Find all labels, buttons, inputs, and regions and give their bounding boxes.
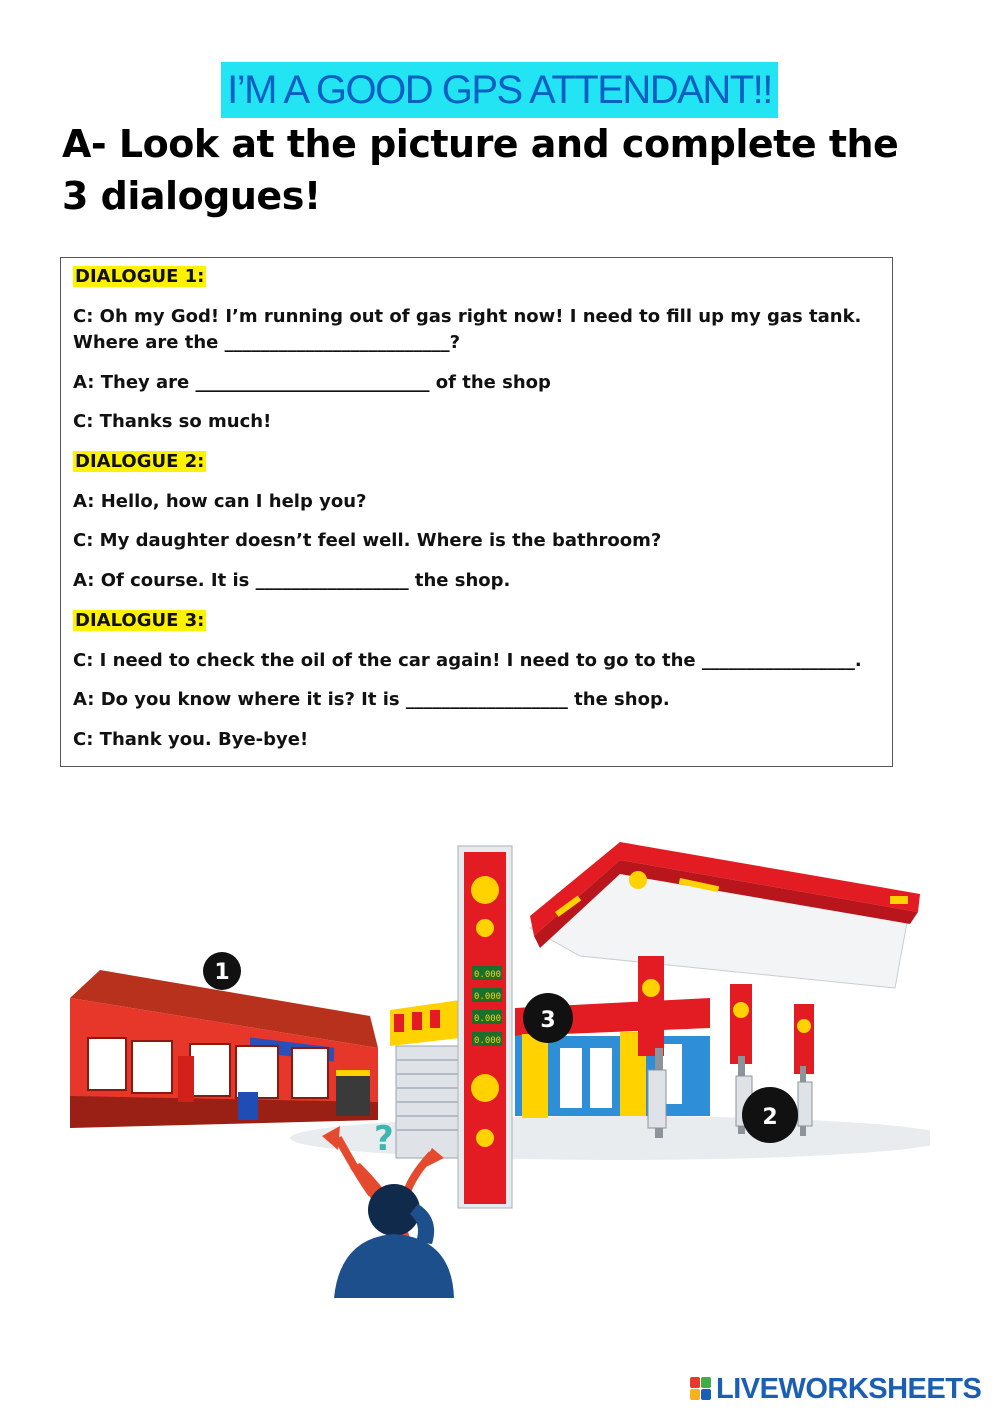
pump-display-1: 0.000 (474, 970, 502, 980)
dialogue-3-line-1: C: I need to check the oil of the car again! I need to go to the _________________. (73, 650, 862, 671)
price-pylon (458, 846, 512, 1208)
shell-logo-icon (629, 871, 647, 889)
marker-2 (742, 1087, 798, 1143)
marker-1 (203, 952, 241, 990)
liveworksheets-logo[interactable] (690, 1372, 990, 1406)
dialogue-2-line-1: A: Hello, how can I help you? (73, 491, 367, 512)
pump-display-3: 0.000 (474, 1014, 502, 1024)
question-mark: ? (374, 1119, 394, 1159)
dialogue-1-line-1: C: Oh my God! I’m running out of gas right now! I need to fill up my gas tank. Where are the _________________________? (73, 306, 862, 353)
canopy (530, 842, 920, 988)
title-wrapper (0, 62, 999, 118)
marker-3-label: 3 (540, 1008, 556, 1033)
dialogue-2-line-3: A: Of course. It is _________________ the shop. (73, 570, 511, 591)
pylon-logo-icon (471, 876, 499, 904)
dialogue-1-line-2: A: They are __________________________ of the shop (73, 372, 551, 393)
gas-station-illustration (60, 838, 930, 1308)
dialogue-3-line-2: A: Do you know where it is? It is __________________ the shop. (73, 689, 670, 710)
shop-building (70, 970, 378, 1128)
dialogue-2-heading: DIALOGUE 2: (75, 451, 205, 472)
dialogue-3-line-3: C: Thank you. Bye-bye! (73, 729, 309, 750)
garage-building (390, 1000, 460, 1158)
liveworksheets-logo-icon (690, 1377, 712, 1401)
liveworksheets-brand-text: LIVEWORKSHEETS (716, 1372, 982, 1405)
marker-3 (523, 993, 573, 1043)
dialogue-3-heading: DIALOGUE 3: (75, 610, 205, 631)
dialogue-box (60, 257, 893, 767)
pump-display-2: 0.000 (474, 992, 502, 1002)
dialogue-1-heading: DIALOGUE 1: (75, 266, 205, 287)
marker-2-label: 2 (762, 1105, 778, 1130)
instruction-heading: A- Look at the picture and complete the 3 dialogues! (62, 122, 899, 218)
dialogue-2-line-2: C: My daughter doesn’t feel well. Where is the bathroom? (73, 530, 662, 551)
worksheet-title: I’M A GOOD GPS ATTENDANT!! (221, 62, 778, 118)
pump-display-4: 0.000 (474, 1036, 502, 1046)
dialogue-1-line-3: C: Thanks so much! (73, 411, 272, 432)
marker-1-label: 1 (214, 960, 230, 985)
